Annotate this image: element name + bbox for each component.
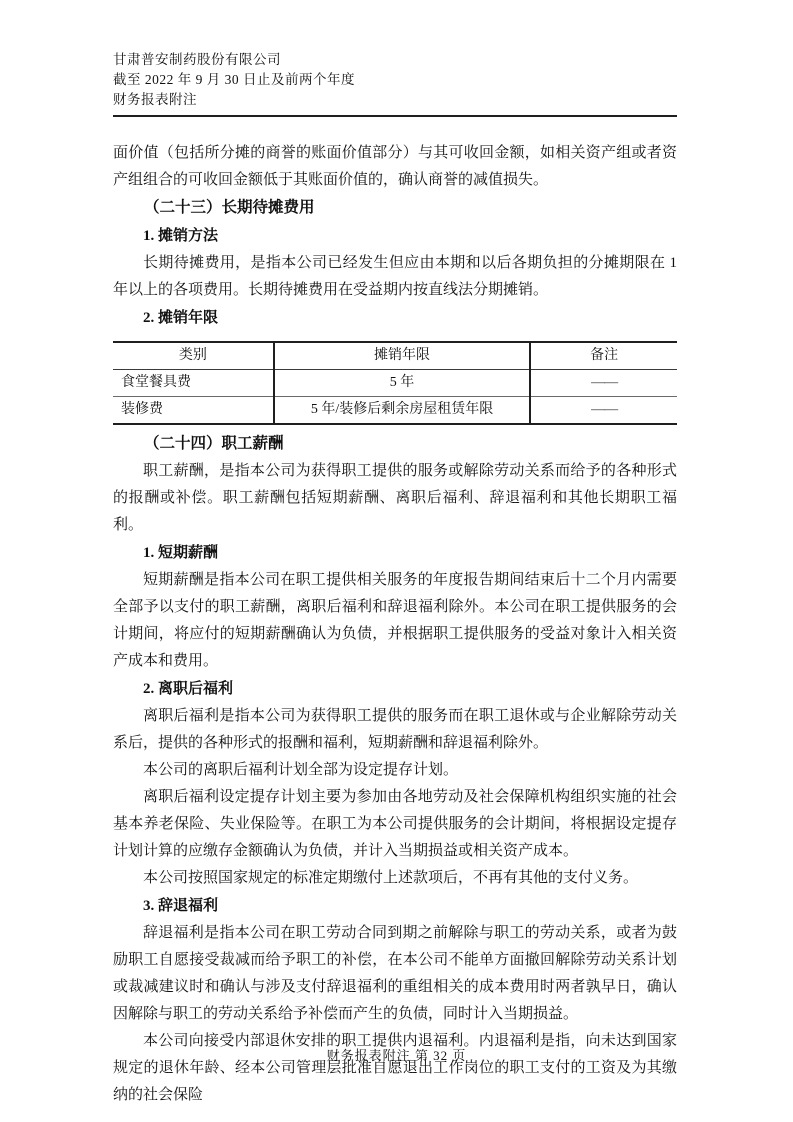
post-employment-benefits-paragraph: 本公司按照国家规定的标准定期缴付上述款项后，不再有其他的支付义务。 — [143, 870, 639, 886]
termination-benefits-paragraph: 本公司向接受内部退休安排的职工提供内退福利。内退福利是指，向未达到国家规定的退休年龄、经本公司管理层批准自愿退出工作岗位的职工支付的工资及为其缴纳的社会保险 — [113, 1033, 677, 1103]
short-term-compensation-paragraph: 短期薪酬是指本公司在职工提供相关服务的年度报告期间结束后十二个月内需要全部予以支付的职工薪酬，离职后福利和辞退福利除外。本公司在职工提供服务的会计期间，将应付的短期薪酬确认为负债，并根据职工提供服务的受益对象计入相关资产成本和费用。 — [113, 572, 677, 669]
table-row-renovation-fee — [113, 397, 677, 425]
company-name: 甘肃普安制药股份有限公司 — [113, 52, 281, 67]
report-period: 截至 2022 年 9 月 30 日止及前两个年度 — [113, 72, 355, 87]
document-body — [113, 140, 677, 1109]
document-title: 财务报表附注 — [113, 92, 197, 107]
header-divider — [113, 115, 677, 117]
page-footer: 财务报表附注 第 32 页 — [326, 1048, 467, 1063]
table-cell-remark: —— — [591, 375, 618, 390]
table-cell-category: 装修费 — [113, 397, 274, 425]
amortization-period-heading: 2. 摊销年限 — [143, 310, 219, 326]
amortization-method-paragraph: 长期待摊费用，是指本公司已经发生但应由本期和以后各期负担的分摊期限在 1 年以上的各项费用。长期待摊费用在受益期内按直线法分期摊销。 — [113, 255, 677, 298]
column-header-category: 类别 — [113, 342, 274, 370]
post-employment-benefits-paragraph: 离职后福利是指本公司为获得职工提供的服务而在职工退休或与企业解除劳动关系后，提供的各种形式的报酬和福利，短期薪酬和辞退福利除外。 — [113, 708, 677, 751]
goodwill-continuation-paragraph: 面价值（包括所分摊的商誉的账面价值部分）与其可收回金额，如相关资产组或者资产组组合的可收回金额低于其账面价值的，确认商誉的减值损失。 — [113, 145, 677, 188]
column-header-amortization-period: 摊销年限 — [274, 342, 531, 370]
amortization-period-table — [113, 341, 677, 425]
page-header — [113, 50, 677, 110]
table-header-row — [113, 342, 677, 370]
table-cell-category: 食堂餐具费 — [113, 370, 274, 397]
amortization-method-heading: 1. 摊销方法 — [143, 228, 219, 244]
employee-compensation-intro-paragraph: 职工薪酬，是指本公司为获得职工提供的服务或解除劳动关系而给予的各种形式的报酬或补偿。职工薪酬包括短期薪酬、离职后福利、辞退福利和其他长期职工福利。 — [113, 463, 677, 533]
post-employment-benefits-paragraph: 本公司的离职后福利计划全部为设定提存计划。 — [143, 762, 459, 778]
table-cell-period: 5 年/装修后剩余房屋租赁年限 — [274, 397, 531, 425]
post-employment-benefits-heading: 2. 离职后福利 — [143, 681, 234, 697]
table-row-canteen-tableware — [113, 370, 677, 397]
section-24-heading: （二十四）职工薪酬 — [144, 435, 284, 452]
section-23-heading: （二十三）长期待摊费用 — [144, 199, 315, 216]
short-term-compensation-heading: 1. 短期薪酬 — [143, 545, 219, 561]
table-cell-period: 5 年 — [274, 370, 531, 397]
termination-benefits-heading: 3. 辞退福利 — [143, 898, 219, 914]
column-header-remarks: 备注 — [590, 348, 619, 363]
termination-benefits-paragraph: 辞退福利是指本公司在职工劳动合同到期之前解除与职工的劳动关系，或者为鼓励职工自愿接受裁减而给予职工的补偿，在本公司不能单方面撤回解除劳动关系计划或裁减建议时和确认与涉及支付辞退福利的重组相关的成本费用时两者孰早日，确认因解除与职工的劳动关系给予补偿而产生的负债，同时计入当期损益。 — [113, 925, 677, 1022]
table-cell-remark: —— — [591, 402, 618, 417]
post-employment-benefits-paragraph: 离职后福利设定提存计划主要为参加由各地劳动及社会保障机构组织实施的社会基本养老保险、失业保险等。在职工为本公司提供服务的会计期间，将根据设定提存计划计算的应缴存金额确认为负债，并计入当期损益或相关资产成本。 — [113, 789, 677, 859]
